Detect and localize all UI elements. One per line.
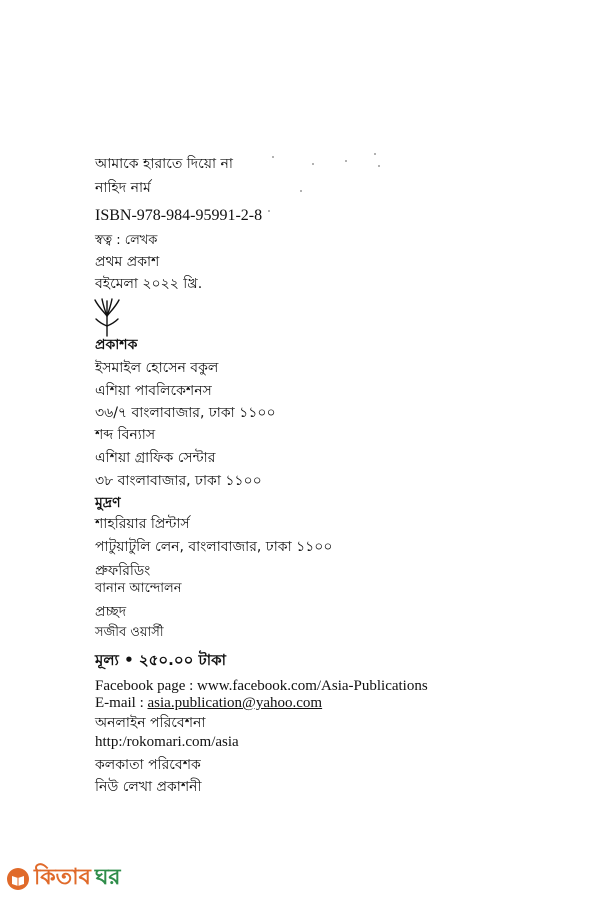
site-watermark <box>6 860 121 897</box>
watermark-part2: ঘর <box>94 865 121 890</box>
facebook-page: Facebook page : www.facebook.com/Asia-Publications <box>95 678 428 694</box>
cover-label: প্রচ্ছদ <box>95 604 127 620</box>
online-label: অনলাইন পরিবেশনা <box>95 715 206 731</box>
proofreading-label: প্রুফরিডিং <box>95 563 151 579</box>
price: মূল্য • ২৫০.০০ টাকা <box>95 651 226 669</box>
book-title: আমাকে হারাতে দিয়ো না <box>95 156 233 172</box>
email-link[interactable]: asia.publication@yahoo.com <box>147 695 323 711</box>
first-edition-label: প্রথম প্রকাশ <box>95 254 160 270</box>
copyright: স্বত্ব : লেখক <box>95 233 158 248</box>
scan-speck <box>345 160 347 162</box>
online-url: http:/rokomari.com/asia <box>95 734 239 750</box>
email-line <box>95 696 322 711</box>
publisher-label: প্রকাশক <box>95 337 138 353</box>
cover-value: সজীব ওয়ার্সী <box>95 625 164 640</box>
printing-name: শাহরিয়ার প্রিন্টার্স <box>95 516 190 532</box>
printing-label: মুদ্রণ <box>95 495 121 511</box>
scan-speck <box>300 190 302 192</box>
proofreading-value: বানান আন্দোলন <box>95 581 182 596</box>
publisher-company: এশিয়া পাবলিকেশনস <box>95 383 212 399</box>
scan-speck <box>378 165 380 167</box>
scan-speck <box>272 156 274 158</box>
printing-address: পাটুয়াটুলি লেন, বাংলাবাজার, ঢাকা ১১০০ <box>95 539 333 555</box>
isbn: ISBN-978-984-95991-2-8 <box>95 207 263 224</box>
kolkata-value: নিউ লেখা প্রকাশনী <box>95 779 202 795</box>
email-label: E-mail : <box>95 695 148 711</box>
publisher-address: ৩৬/৭ বাংলাবাজার, ঢাকা ১১০০ <box>95 405 276 421</box>
scan-speck <box>374 153 376 155</box>
typesetting-label: শব্দ বিন্যাস <box>95 427 156 443</box>
scan-speck <box>268 210 270 212</box>
watermark-part1: কিতাব <box>34 865 91 890</box>
book-logo-icon <box>6 867 30 891</box>
kolkata-label: কলকাতা পরিবেশক <box>95 757 201 773</box>
scan-speck <box>312 163 314 165</box>
publisher-name: ইসমাইল হোসেন বকুল <box>95 360 219 376</box>
book-author: নাহিদ নার্ম <box>95 180 151 196</box>
typesetting-name: এশিয়া গ্রাফিক সেন্টার <box>95 450 216 466</box>
typesetting-address: ৩৮ বাংলাবাজার, ঢাকা ১১০০ <box>95 473 262 489</box>
first-edition-value: বইমেলা ২০২২ খ্রি. <box>95 276 203 292</box>
flower-ornament-icon <box>92 298 122 342</box>
